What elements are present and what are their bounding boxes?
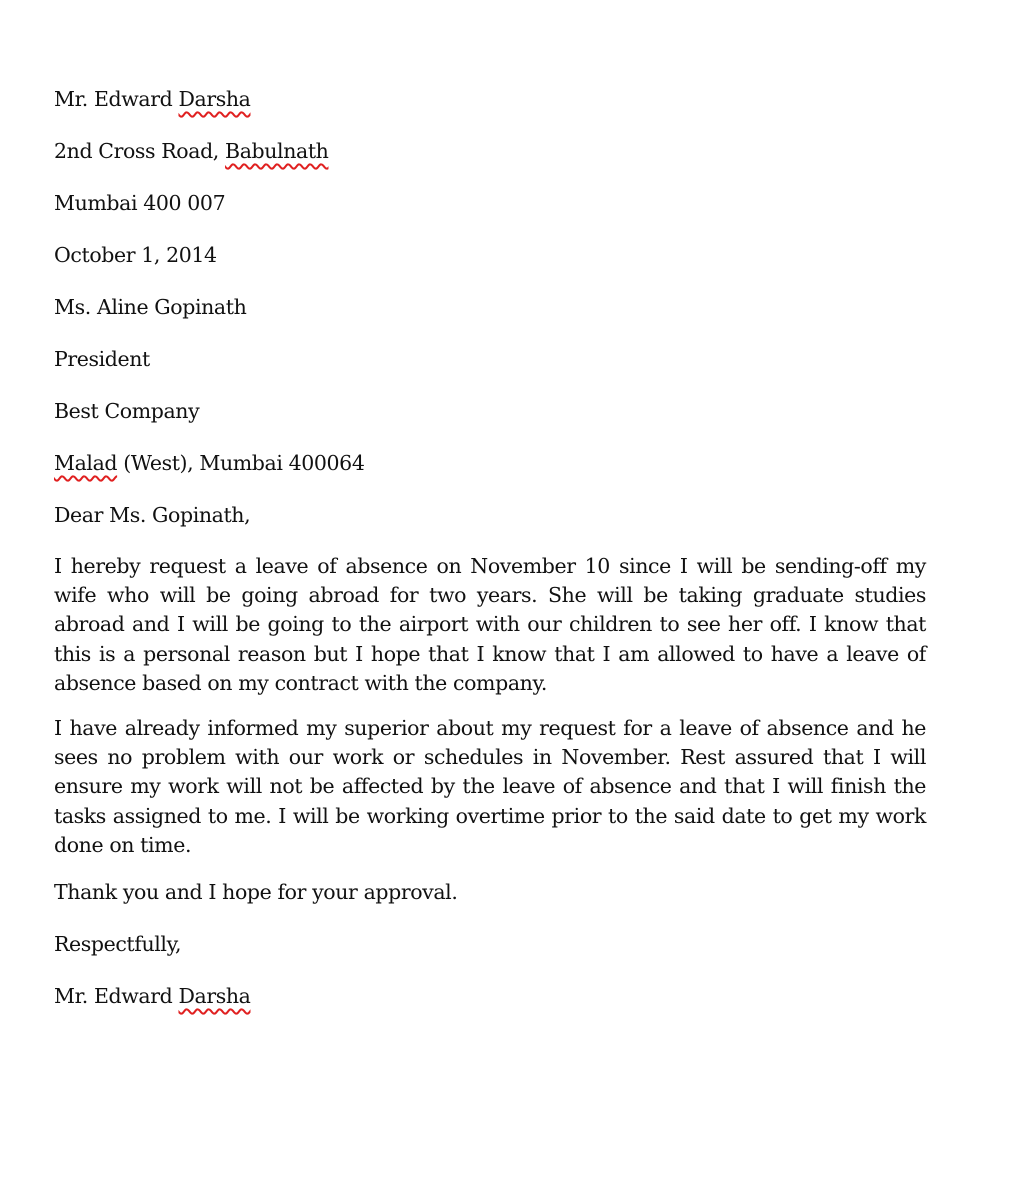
recipient-locality-misspelled: Malad (54, 451, 118, 475)
recipient-address (54, 448, 926, 500)
recipient-name: Ms. Aline Gopinath (54, 295, 247, 319)
body-paragraph-2: I have already informed my superior about my request for a leave of absence and he sees no problem with our work or schedules in November. Rest assured that I will ensure my work will not be affected by the leave of absence and that I will finish the tasks assigned to me. I will be working overtime prior to the said date to get my work done on time. (54, 716, 926, 857)
sender-address-line2: Mumbai 400 007 (54, 191, 226, 215)
sender-surname-misspelled: Darsha (178, 87, 251, 111)
signature-name-prefix: Mr. Edward (54, 984, 179, 1009)
signature-surname-misspelled: Darsha (178, 984, 251, 1009)
sender-name (54, 84, 926, 136)
sender-name-prefix: Mr. Edward (54, 87, 179, 111)
signature-name (54, 981, 926, 1033)
body-paragraph-1: I hereby request a leave of absence on November 10 since I will be sending-off my wife who will be going abroad for two years. She will be taking graduate studies abroad and I will be going to the airport with our children to see her off. I know that this is a personal reason but I hope that I know that I am allowed to have a leave of absence based on my contract with the company. (54, 554, 926, 695)
letter-date: October 1, 2014 (54, 243, 217, 267)
recipient-title: President (54, 347, 150, 371)
sender-address-line1 (54, 136, 926, 188)
letter-document (54, 84, 926, 1033)
recipient-address-rest: (West), Mumbai 400064 (117, 451, 365, 475)
salutation: Dear Ms. Gopinath, (54, 503, 251, 527)
sender-address-locality-misspelled: Babulnath (225, 139, 329, 163)
complimentary-close: Respectfully, (54, 932, 182, 957)
sender-address-street: 2nd Cross Road, (54, 139, 226, 163)
closing-line: Thank you and I hope for your approval. (54, 880, 458, 905)
recipient-company: Best Company (54, 399, 200, 423)
